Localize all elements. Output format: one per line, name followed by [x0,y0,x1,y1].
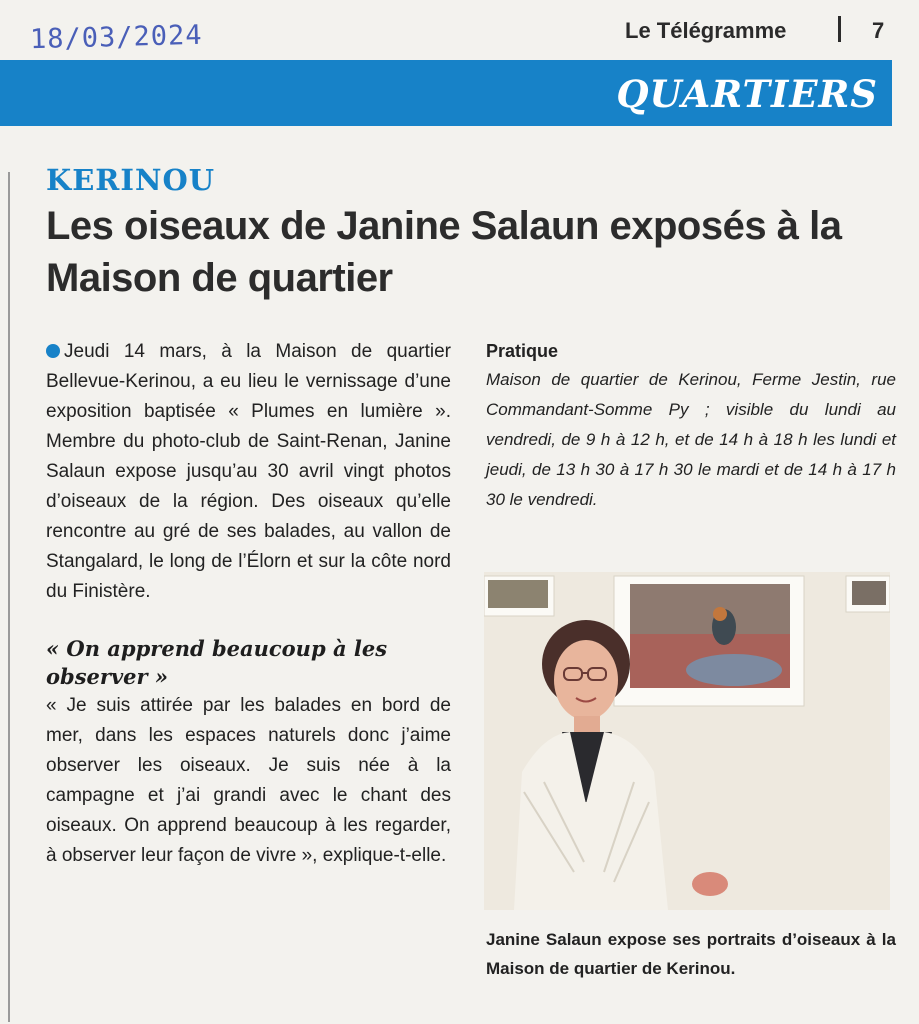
intro-paragraph [46,337,451,607]
quote-paragraph: « Je suis attirée par les balades en bord de mer, dans les espaces naturels donc j’aime observer les oiseaux. Je suis née à la campagne et j’ai grandi avec le chant des oiseaux. On apprend beaucoup à les regarder, à observer leur façon de vivre », explique-t-elle. [46,695,451,866]
newspaper-name: Le Télégramme [625,18,787,43]
portrait-photo [484,572,890,910]
section-banner [0,60,892,126]
practical-text: Maison de quartier de Kerinou, Ferme Jestin, rue Commandant-Somme Py ; visible du lundi au vendredi, de 9 h à 12 h, et de 14 h à 18 h les lundi et jeudi, de 13 h 30 à 17 h 30 le mardi et de 14 h à 17 h 30 le vendredi. [486,370,896,509]
photo-caption: Janine Salaun expose ses portraits d’oiseaux à la Maison de quartier de Kerinou. [486,930,896,978]
practical-box [486,337,896,515]
article-kicker: KERINOU [46,163,216,197]
handwritten-date: 18/03/2024 [29,19,203,56]
intro-text: Jeudi 14 mars, à la Maison de quartier Bellevue-Kerinou, a eu lieu le vernissage d’une exposition baptisée « Plumes en lumière ». Membre du photo-club de Saint-Renan, Janine Salaun expose jusqu’au 30 avril vingt photos d’oiseaux de la région. Des oiseaux qu’elle rencontre au gré de ses balades, au vallon de Stangalard, le long de l’Élorn et sur la côte nord du Finistère. [46,341,451,602]
column-rule [8,172,10,1022]
page-number: 7 [872,18,885,43]
section-title: QUARTIERS [616,72,878,116]
bullet-dot-icon [46,344,60,358]
article-headline: Les oiseaux de Janine Salaun exposés à la Maison de quartier [46,204,842,300]
article-body [46,337,451,871]
article-photo [484,572,890,910]
article-subhead: « On apprend beaucoup à les observer » [46,636,388,689]
header-separator [838,16,841,42]
practical-title: Pratique [486,341,559,361]
